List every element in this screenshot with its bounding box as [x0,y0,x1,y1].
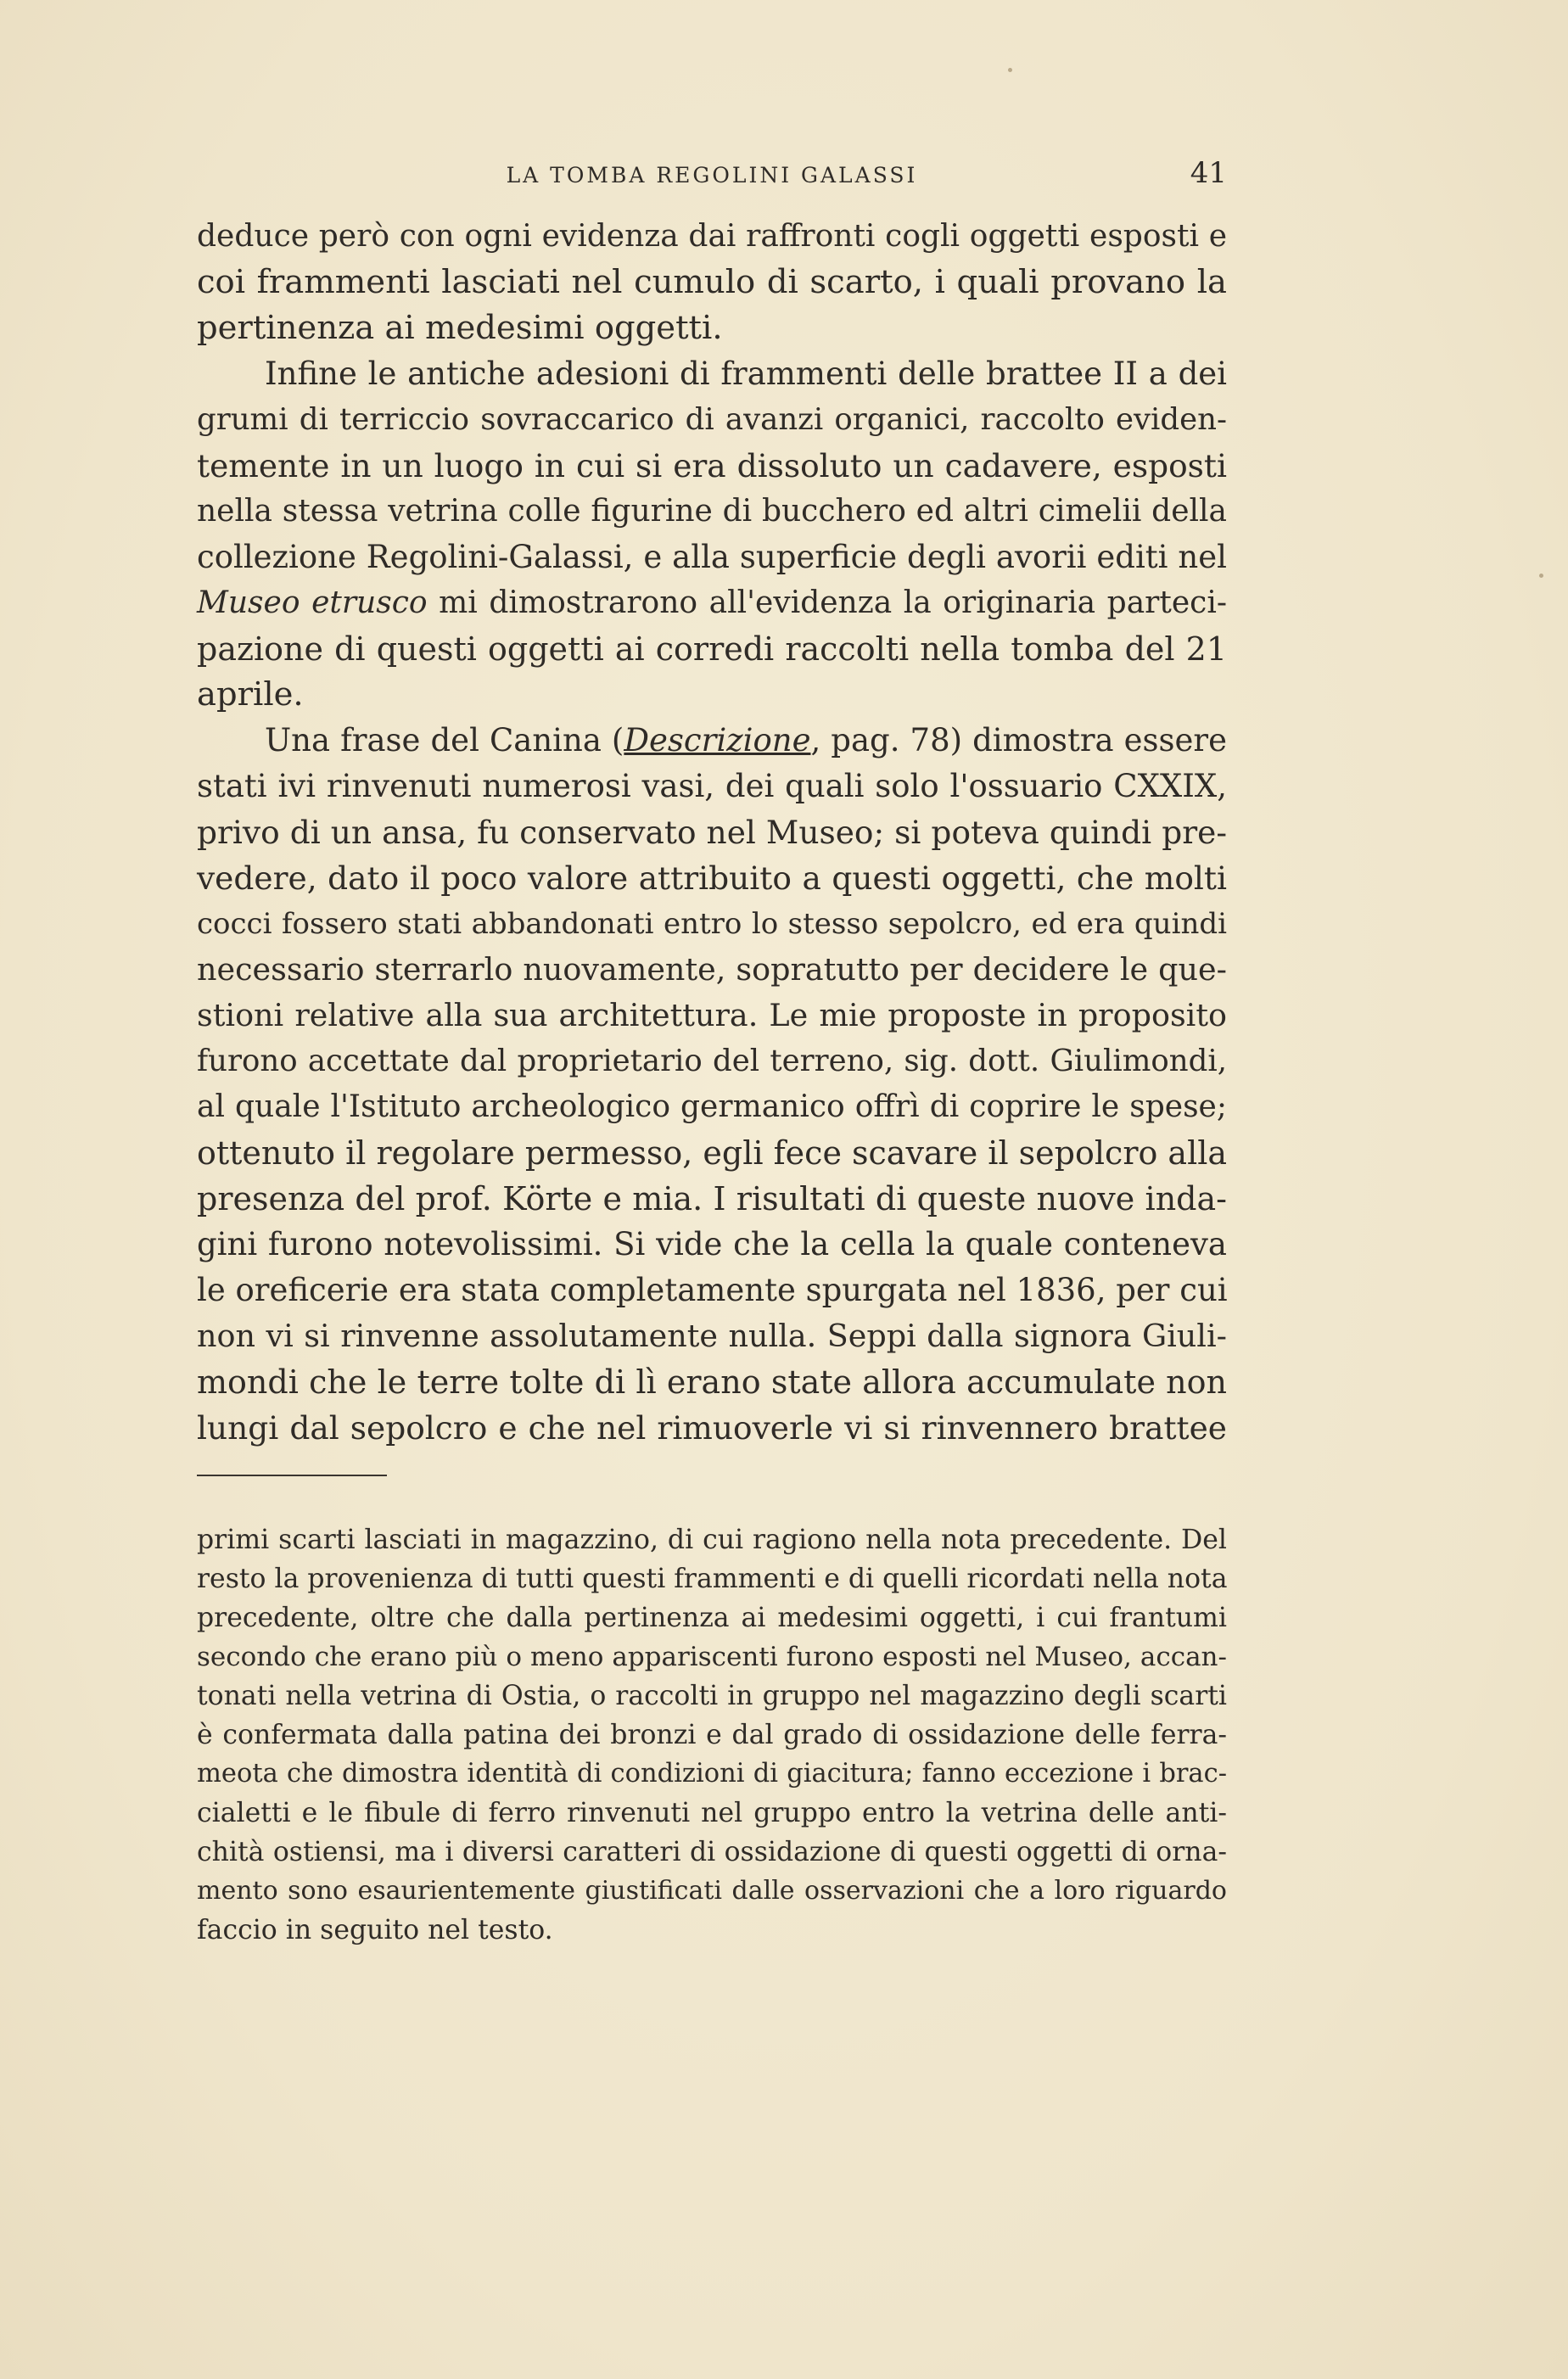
body-text: mi dimostrarono all'evidenza la originaria parteci- [427,585,1228,620]
running-head: LA TOMBA REGOLINI GALASSI [506,163,918,188]
body-line: al quale l'Istituto archeologico germanico offrì di coprire le spese; [197,1089,1227,1124]
body-line [265,718,1227,764]
italic-title: Museo etrusco [197,585,428,620]
body-line: deduce però con ogni evidenza dai raffronti cogli oggetti esposti e [197,219,1227,254]
body-line: mondi che le terre tolte di lì erano state allora accumulate non [197,1363,1227,1401]
body-line: gini furono notevolissimi. Si vide che la cella la quale conteneva [197,1226,1227,1262]
body-line: non vi si rinvenne assolutamente nulla. Seppi dalla signora Giuli- [197,1318,1227,1354]
paper-speck [1008,68,1012,72]
body-line: pertinenza ai medesimi oggetti. [197,309,723,347]
body-line: presenza del prof. Körte e mia. I risultati di queste nuove inda- [197,1180,1227,1217]
body-line: nella stessa vetrina colle figurine di bucchero ed altri cimelii della [197,494,1227,529]
italic-title: Descrizione [624,722,811,758]
body-line: pazione di questi oggetti ai corredi raccolti nella tomba del 21 [197,630,1227,668]
page-number: 41 [1190,156,1227,190]
paper-speck [1539,574,1543,578]
body-line: collezione Regolini-Galassi, e alla superficie degli avorii editi nel [197,539,1227,575]
body-text: , pag. 78) dimostra essere [810,722,1227,758]
body-line: ottenuto il regolare permesso, egli fece scavare il sepolcro alla [197,1134,1228,1172]
body-line: lungi dal sepolcro e che nel rimuoverle vi si rinvennero brattee [197,1409,1227,1447]
footnote-line: è confermata dalla patina dei bronzi e dal grado di ossidazione delle ferra- [197,1720,1227,1750]
footnote-line: primi scarti lasciati in magazzino, di cui ragiono nella nota precedente. Del [197,1525,1227,1555]
body-line: temente in un luogo in cui si era dissoluto un cadavere, esposti [197,447,1227,484]
footnote-rule [197,1475,387,1476]
footnote-line: chità ostiensi, ma i diversi caratteri di ossidazione di questi oggetti di orna- [197,1837,1227,1867]
footnote-line: tonati nella vetrina di Ostia, o raccolti in gruppo nel magazzino degli scarti [197,1681,1227,1711]
footnote-line: secondo che erano più o meno appariscenti furono esposti nel Museo, accan- [197,1642,1227,1672]
body-line: necessario sterrarlo nuovamente, sopratutto per decidere le que- [197,951,1227,988]
body-line: Infine le antiche adesioni di frammenti delle brattee II a dei [265,355,1227,392]
body-line: cocci fossero stati abbandonati entro lo stesso sepolcro, ed era quindi [197,907,1227,941]
footnote-line: faccio in seguito nel testo. [197,1915,553,1945]
body-line: stioni relative alla sua architettura. Le mie proposte in proposito [197,997,1227,1033]
body-line: privo di un ansa, fu conservato nel Museo; si poteva quindi pre- [197,814,1227,851]
body-text: Una frase del Canina ( [265,722,624,758]
footnote-line: cialetti e le fibule di ferro rinvenuti nel gruppo entro la vetrina delle anti- [197,1798,1227,1828]
footnote-line: meota che dimostra identità di condizioni di giacitura; fanno eccezione i brac- [197,1759,1227,1788]
footnote-line: resto la provenienza di tutti questi frammenti e di quelli ricordati nella nota [197,1564,1228,1594]
body-line [197,580,1227,626]
page-header [197,153,1227,195]
body-line: stati ivi rinvenuti numerosi vasi, dei quali solo l'ossuario CXXIX, [197,768,1227,804]
body-line: grumi di terriccio sovraccarico di avanzi organici, raccolto eviden- [197,402,1227,437]
body-line: le oreficerie era stata completamente spurgata nel 1836, per cui [197,1272,1228,1308]
body-line: vedere, dato il poco valore attribuito a questi oggetti, che molti [197,859,1227,897]
footnote-line: mento sono esaurientemente giustificati dalle osservazioni che a loro riguardo [197,1876,1227,1906]
footnote-line: precedente, oltre che dalla pertinenza ai medesimi oggetti, i cui frantumi [197,1603,1227,1633]
body-line: aprile. [197,675,304,714]
body-line: coi frammenti lasciati nel cumulo di scarto, i quali provano la [197,263,1227,301]
body-line: furono accettate dal proprietario del terreno, sig. dott. Giulimondi, [197,1044,1227,1078]
